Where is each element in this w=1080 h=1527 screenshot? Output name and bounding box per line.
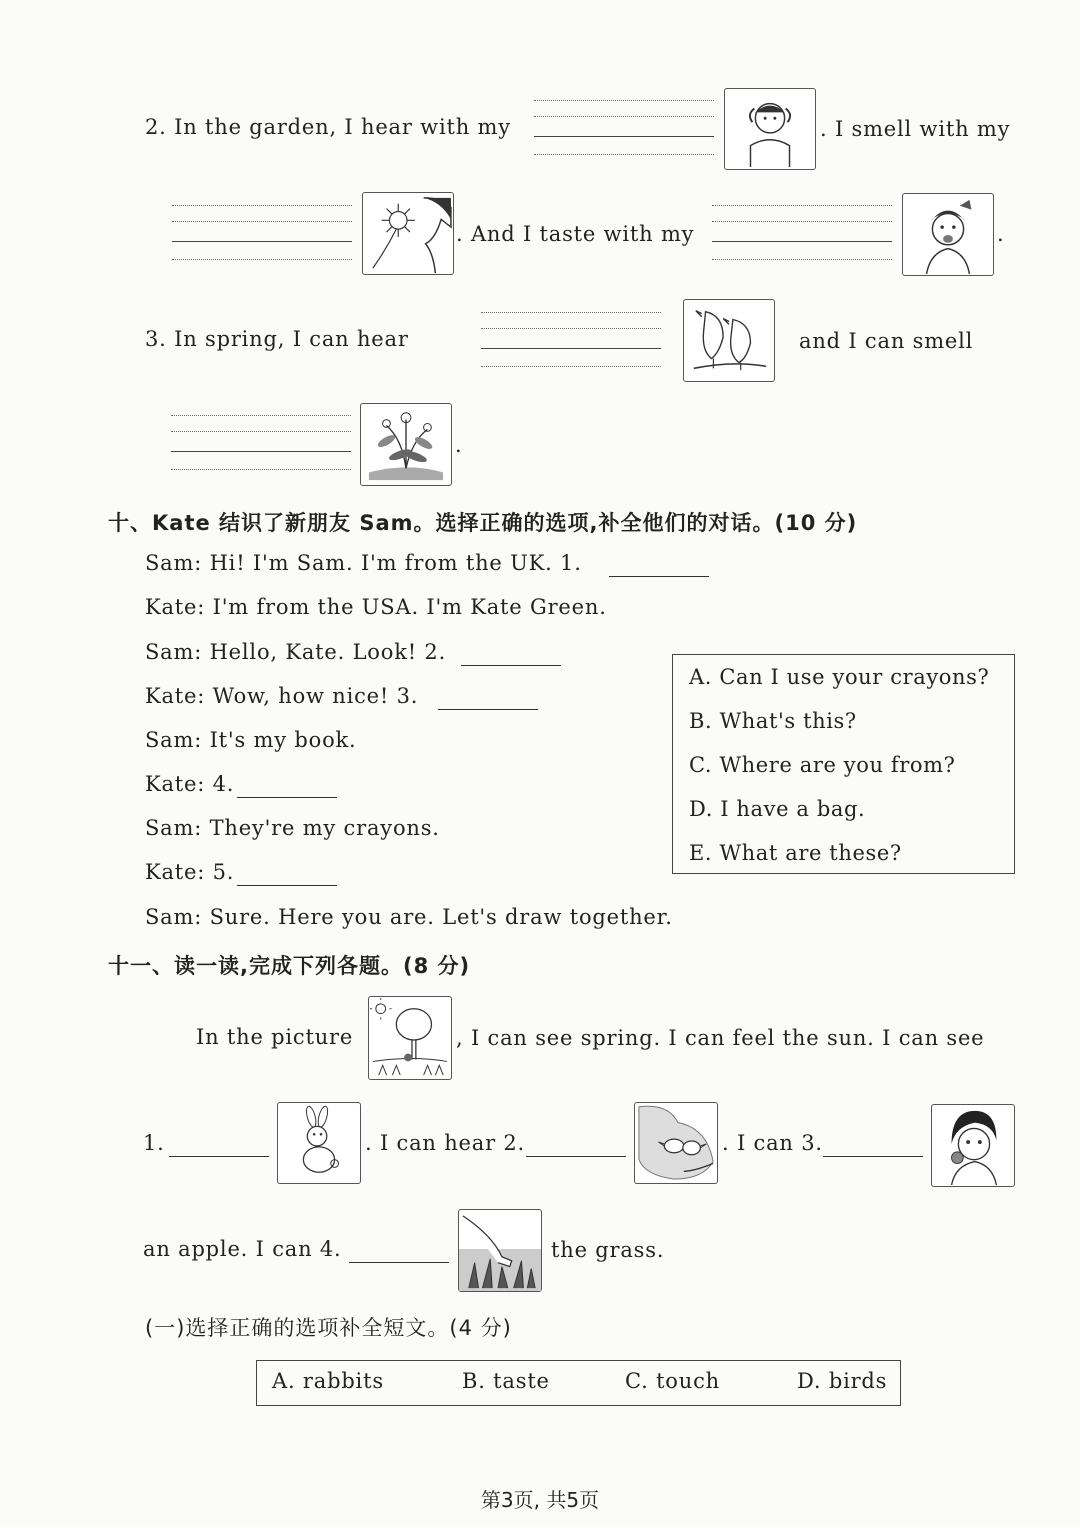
word-option-b[interactable]: B. taste (462, 1369, 550, 1393)
birds-singing-picture (634, 1102, 718, 1184)
q2-line2-mid: . And I taste with my (456, 222, 695, 246)
section10-heading: 十、Kate 结识了新朋友 Sam。选择正确的选项,补全他们的对话。(10 分) (108, 511, 858, 535)
word-option-d[interactable]: D. birds (797, 1369, 888, 1393)
q3-line1-start: 3. In spring, I can hear (145, 327, 409, 351)
nose-smell-picture (362, 192, 454, 275)
passage-blank-3[interactable] (823, 1155, 923, 1157)
option-e[interactable]: E. What are these? (689, 841, 902, 865)
dialogue-line-1: Sam: Hi! I'm Sam. I'm from the UK. 1. (145, 551, 582, 575)
option-a[interactable]: A. Can I use your crayons? (689, 665, 990, 689)
subsection-heading: (一)选择正确的选项补全短文。(4 分) (145, 1316, 512, 1340)
passage-blank-4[interactable] (349, 1261, 449, 1263)
word-option-c[interactable]: C. touch (625, 1369, 720, 1393)
option-d[interactable]: D. I have a bag. (689, 797, 866, 821)
dialogue-blank-2[interactable] (461, 664, 561, 666)
q2-answer-line-1[interactable] (534, 100, 714, 156)
dialogue-line-3: Sam: Hello, Kate. Look! 2. (145, 640, 447, 664)
dialogue-line-7: Sam: They're my crayons. (145, 816, 440, 840)
passage-line2-a: 1. (143, 1131, 165, 1155)
q2-answer-line-3[interactable] (712, 205, 892, 261)
dialogue-line-5: Sam: It's my book. (145, 728, 357, 752)
girl-eating-apple-picture (931, 1104, 1015, 1187)
option-b[interactable]: B. What's this? (689, 709, 857, 733)
hand-touching-grass-picture (458, 1209, 542, 1292)
passage-line3-a: an apple. I can 4. (143, 1237, 342, 1261)
q2-line1-start: 2. In the garden, I hear with my (145, 115, 511, 139)
spring-scene-picture (368, 996, 452, 1080)
q3-line1-end: and I can smell (799, 329, 974, 353)
passage-line1-end: , I can see spring. I can feel the sun. I can see (456, 1026, 985, 1050)
dialogue-blank-5[interactable] (237, 884, 337, 886)
section11-heading: 十一、读一读,完成下列各题。(8 分) (108, 954, 471, 978)
dialogue-blank-4[interactable] (237, 796, 337, 798)
passage-line1-start: In the picture (196, 1025, 354, 1049)
passage-line2-b: . I can hear 2. (365, 1131, 526, 1155)
birds-picture (683, 299, 775, 382)
girl-tasting-picture (902, 193, 994, 276)
options-box (672, 654, 1015, 874)
q3-answer-line-2[interactable] (171, 415, 351, 471)
passage-line2-c: . I can 3. (722, 1131, 823, 1155)
flowers-picture (360, 403, 452, 486)
dialogue-line-4: Kate: Wow, how nice! 3. (145, 684, 419, 708)
passage-blank-2[interactable] (526, 1155, 626, 1157)
dialogue-line-6: Kate: 4. (145, 772, 235, 796)
q2-line2-end: . (997, 222, 1005, 246)
q2-answer-line-2[interactable] (172, 205, 352, 261)
option-c[interactable]: C. Where are you from? (689, 753, 956, 777)
q2-line1-end: . I smell with my (820, 117, 1011, 141)
dialogue-line-9: Sam: Sure. Here you are. Let's draw together. (145, 905, 673, 929)
q3-line2-end: . (455, 433, 463, 457)
passage-blank-1[interactable] (169, 1155, 269, 1157)
dialogue-blank-1[interactable] (609, 575, 709, 577)
q3-answer-line-1[interactable] (481, 312, 661, 368)
word-option-a[interactable]: A. rabbits (272, 1369, 384, 1393)
dialogue-line-8: Kate: 5. (145, 860, 235, 884)
dialogue-blank-3[interactable] (438, 708, 538, 710)
rabbit-picture (277, 1102, 361, 1184)
dialogue-line-2: Kate: I'm from the USA. I'm Kate Green. (145, 595, 607, 619)
page-footer: 第3页, 共5页 (480, 1488, 600, 1512)
passage-line3-b: the grass. (551, 1238, 665, 1262)
word-options-box (256, 1360, 901, 1406)
ear-picture (724, 88, 816, 170)
